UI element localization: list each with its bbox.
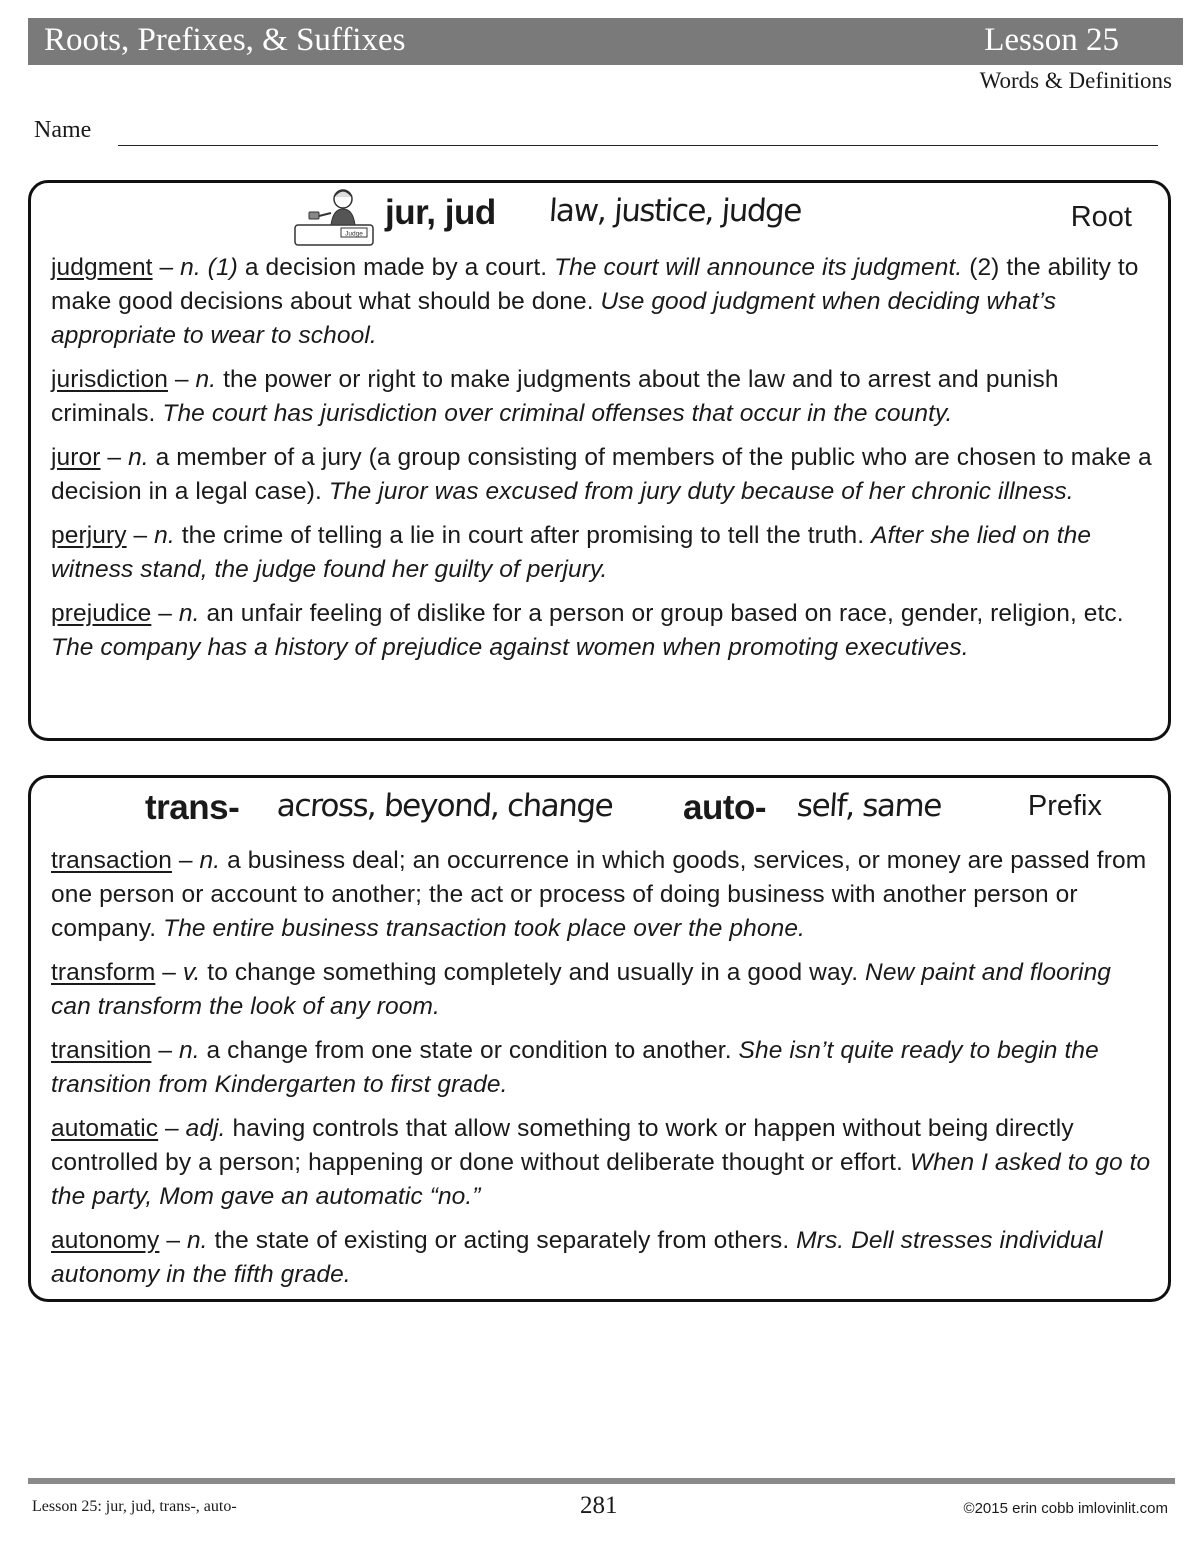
definition: to change something completely and usually in a good way. (207, 959, 859, 986)
example-sentence: After she lied on the witness stand, the judge found her guilty of perjury. (51, 522, 1092, 583)
definition: an unfair feeling of dislike for a person or group based on race, gender, religion, etc. (206, 600, 1124, 627)
prefix-box-header (31, 778, 1168, 838)
term-automatic: automatic (51, 1115, 159, 1142)
page-title: Roots, Prefixes, & Suffixes (44, 22, 406, 58)
footer-lesson-label: Lesson 25: jur, jud, trans-, auto- (32, 1498, 237, 1515)
entry-transaction: transaction – n. a business deal; an occurrence in which goods, services, or money are passed from one person or account to another; the act or process of doing business with another person or company. The entire business transaction took place over the phone. (51, 847, 1147, 942)
judge-clipart-icon (293, 185, 375, 249)
page-subtitle: Words & Definitions (979, 68, 1172, 93)
pos-label: n. (195, 366, 217, 393)
term-autonomy: autonomy (51, 1227, 160, 1254)
pos-label: n. (1) (180, 254, 238, 281)
prefix-box (28, 775, 1171, 1302)
term-transition: transition (51, 1037, 152, 1064)
entry-prejudice: prejudice – n. an unfair feeling of dislike for a person or group based on race, gender, religion, etc. The company has a history of prejudice against women when promoting executives. (51, 600, 1124, 661)
definition: a change from one state or condition to another. (206, 1037, 732, 1064)
term-perjury: perjury (51, 522, 127, 549)
example-sentence: The juror was excused from jury duty because of her chronic illness. (328, 478, 1074, 505)
term-transaction: transaction (51, 847, 172, 874)
root-box (28, 180, 1171, 741)
definition: having controls that allow something to work or happen without being directly controlled by a person; happening or done without deliberate thought or effort. (51, 1115, 1074, 1176)
pos-label: n. (186, 1227, 208, 1254)
footer-divider (28, 1478, 1175, 1484)
entry-jurisdiction: jurisdiction – n. the power or right to make judgments about the law and to arrest and punish criminals. The court has jurisdiction over criminal offenses that occur in the county. (51, 366, 1059, 427)
footer-copyright: ©2015 erin cobb imlovinlit.com (963, 1500, 1168, 1517)
definition: the power or right to make judgments about the law and to arrest and punish criminals. (51, 366, 1059, 427)
root-meaning: law, justice, judge (547, 193, 803, 229)
term-prejudice: prejudice (51, 600, 152, 627)
name-label: Name (34, 117, 92, 143)
term-transform: transform (51, 959, 156, 986)
entry-transition: transition – n. a change from one state or condition to another. She isn’t quite ready to begin the transition from Kindergarten to first grade. (51, 1037, 1099, 1098)
page-number: 281 (580, 1492, 618, 1519)
example-sentence: The company has a history of prejudice against women when promoting executives. (51, 634, 969, 661)
judge-sign-text: Judge (345, 230, 363, 238)
definition: a member of a jury (a group consisting of members of the public who are chosen to make a decision in a legal case). (51, 444, 1152, 505)
prefix-meaning-auto: self, same (795, 788, 943, 824)
header-bar (28, 18, 1183, 65)
prefix-morpheme-trans: trans- (145, 788, 240, 827)
definition: the crime of telling a lie in court after promising to tell the truth. (181, 522, 865, 549)
pos-label: n. (154, 522, 175, 549)
root-entries (51, 251, 1154, 675)
prefix-meaning-trans: across, beyond, change (275, 788, 614, 824)
prefix-entries (51, 844, 1154, 1302)
example-sentence: The court has jurisdiction over criminal offenses that occur in the county. (162, 400, 953, 427)
lesson-number: Lesson 25 (984, 22, 1119, 58)
root-box-header (31, 183, 1168, 243)
prefix-morpheme-auto: auto- (683, 788, 767, 827)
example-sentence: The entire business transaction took place over the phone. (163, 915, 805, 942)
example-sentence: Mrs. Dell stresses individual autonomy in the fifth grade. (51, 1227, 1103, 1288)
term-judgment: judgment (51, 254, 153, 281)
definition: a business deal; an occurrence in which goods, services, or money are passed from one person or account to another; the act or process of doing business with another person or company. (51, 847, 1147, 942)
entry-juror: juror – n. a member of a jury (a group consisting of members of the public who are chosen to make a decision in a legal case). The juror was excused from jury duty because of her chronic illness. (51, 444, 1152, 505)
root-type-label: Root (1070, 201, 1132, 233)
entry-perjury: perjury – n. the crime of telling a lie in court after promising to tell the truth. After she lied on the witness stand, the judge found her guilty of perjury. (51, 522, 1092, 583)
example-sentence: The court will announce its judgment. (554, 254, 963, 281)
entry-autonomy: autonomy – n. the state of existing or acting separately from others. Mrs. Dell stresses individual autonomy in the fifth grade. (51, 1227, 1103, 1288)
term-jurisdiction: jurisdiction (51, 366, 168, 393)
prefix-type-label: Prefix (1027, 790, 1102, 822)
example-sentence: When I asked to go to the party, Mom gave an automatic “no.” (51, 1149, 1151, 1210)
pos-label: v. (182, 959, 201, 986)
definition: (2) the ability to make good decisions about what should be done. (51, 254, 1139, 315)
entry-transform: transform – v. to change something completely and usually in a good way. New paint and flooring can transform the look of any room. (51, 959, 1112, 1020)
entry-automatic: automatic – adj. having controls that allow something to work or happen without being directly controlled by a person; happening or done without deliberate thought or effort. When I asked to go to the party, Mom gave an automatic “no.” (51, 1115, 1151, 1210)
pos-label: n. (199, 847, 221, 874)
example-sentence: New paint and flooring can transform the look of any room. (51, 959, 1112, 1020)
term-juror: juror (51, 444, 101, 471)
pos-label: n. (178, 1037, 200, 1064)
entry-judgment: judgment – n. (1) a decision made by a court. The court will announce its judgment. (2) the ability to make good decisions about what should be done. Use good judgment when deciding what’s appropriate to wear to school. (51, 254, 1139, 349)
definition: the state of existing or acting separately from others. (214, 1227, 790, 1254)
name-input-line[interactable] (118, 145, 1158, 146)
pos-label: adj. (185, 1115, 226, 1142)
example-sentence: She isn’t quite ready to begin the transition from Kindergarten to first grade. (51, 1037, 1099, 1098)
root-morpheme: jur, jud (385, 193, 496, 232)
pos-label: n. (128, 444, 149, 471)
pos-label: n. (178, 600, 200, 627)
example-sentence: Use good judgment when deciding what’s appropriate to wear to school. (51, 288, 1057, 349)
definition: a decision made by a court. (244, 254, 548, 281)
